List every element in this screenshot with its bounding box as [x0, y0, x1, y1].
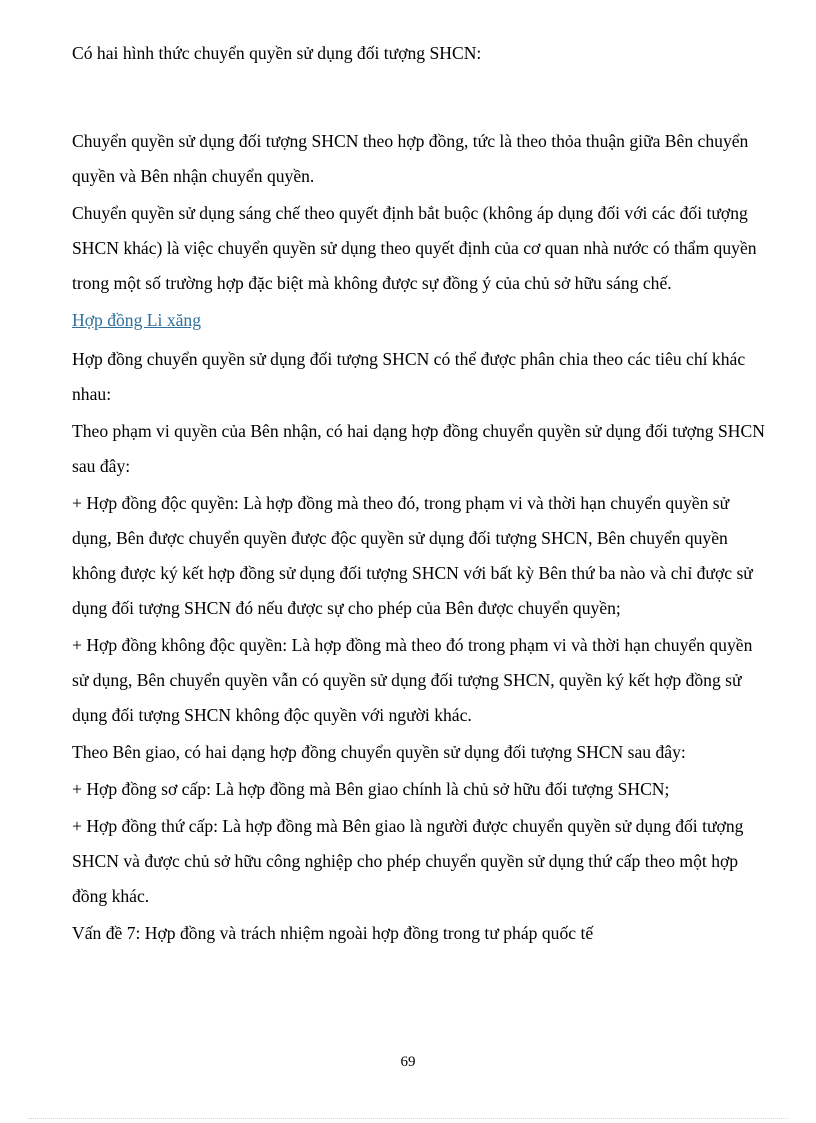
paragraph-compulsory-transfer: Chuyển quyền sử dụng sáng chế theo quyết định bắt buộc (không áp dụng đối với các đối tượng SHCN khác) là việc chuyển quyền sử dụng theo quyết định của cơ quan nhà nước có thẩm quyền trong một số trường hợp đặc biệt mà không được sự đồng ý của chủ sở hữu sáng chế. — [72, 203, 757, 293]
paragraph-contract-classification: Hợp đồng chuyển quyền sử dụng đối tượng SHCN có thể được phân chia theo các tiêu chí khác nhau: — [72, 349, 746, 404]
paragraph-primary-contract: + Hợp đồng sơ cấp: Là hợp đồng mà Bên giao chính là chủ sở hữu đối tượng SHCN; — [72, 779, 670, 799]
paragraph-issue-7: Vấn đề 7: Hợp đồng và trách nhiệm ngoài hợp đồng trong tư pháp quốc tế — [72, 923, 594, 943]
intro-paragraph: Có hai hình thức chuyển quyền sử dụng đối tượng SHCN: — [72, 43, 482, 63]
page-bottom-divider — [28, 1118, 788, 1119]
paragraph-contract-transfer: Chuyển quyền sử dụng đối tượng SHCN theo hợp đồng, tức là theo thỏa thuận giữa Bên chuyển quyền và Bên nhận chuyển quyền. — [72, 131, 749, 186]
paragraph-exclusive-contract: + Hợp đồng độc quyền: Là hợp đồng mà theo đó, trong phạm vi và thời hạn chuyển quyền sử dụng, Bên được chuyển quyền được độc quyền sử dụng đối tượng SHCN, Bên chuyển quyền không được ký kết hợp đồng sử dụng đối tượng SHCN với bất kỳ Bên thứ ba nào và chỉ được sử dụng đối tượng SHCN đó nếu được sự cho phép của Bên được chuyển quyền; — [72, 493, 753, 618]
paragraph-by-scope: Theo phạm vi quyền của Bên nhận, có hai dạng hợp đồng chuyển quyền sử dụng đối tượng SHCN sau đây: — [72, 421, 765, 476]
page-footer — [0, 1050, 816, 1074]
paragraph-by-licensor: Theo Bên giao, có hai dạng hợp đồng chuyển quyền sử dụng đối tượng SHCN sau đây: — [72, 742, 686, 762]
heading-link-licence-contract[interactable]: Hợp đồng Li xăng — [72, 310, 202, 330]
page-number: 69 — [400, 1054, 416, 1070]
paragraph-non-exclusive-contract: + Hợp đồng không độc quyền: Là hợp đồng mà theo đó trong phạm vi và thời hạn chuyển quyền sử dụng, Bên chuyển quyền vẫn có quyền sử dụng đối tượng SHCN, quyền ký kết hợp đồng sử dụng đối tượng SHCN không độc quyền với người khác. — [72, 635, 753, 725]
paragraph-secondary-contract: + Hợp đồng thứ cấp: Là hợp đồng mà Bên giao là người được chuyển quyền sử dụng đối tượng SHCN và được chủ sở hữu công nghiệp cho phép chuyển quyền sử dụng thứ cấp theo một hợp đồng khác. — [72, 816, 744, 906]
section-heading — [72, 303, 770, 340]
document-body — [72, 36, 770, 953]
